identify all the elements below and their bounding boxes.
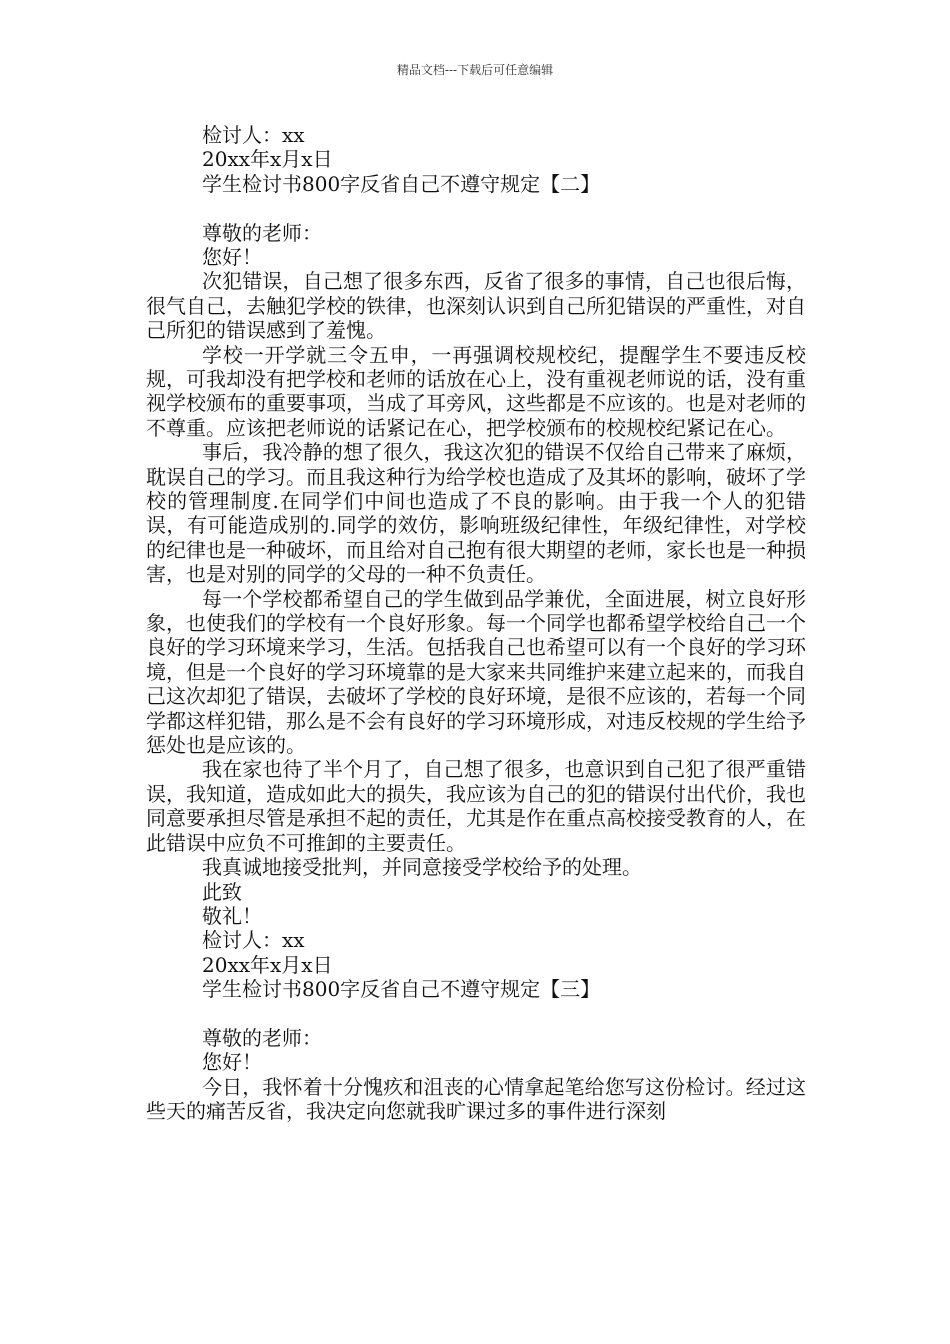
signer-line: 检讨人：xx: [202, 928, 305, 953]
page-header: 精品文档---下载后可任意编辑: [396, 63, 554, 77]
paragraph: 每一个学校都希望自己的学生做到品学兼优，全面进展，树立良好形象，也使我们的学校有一个良好形象。每一个同学也都希望学校给自己一个良好的学习环境来学习，生活。包括我自己也希望可以有一个良好的学习环境，但是一个良好的学习环境靠的是大家来共同维护来建立起来的，而我自己这次却犯了错误，去破坏了学校的良好环境，是很不应该的，若每一个同学都这样犯错，那么是不会有良好的学习环境形成，对违反校规的学生给予惩处也是应该的。: [146, 586, 806, 758]
greeting: 您好！: [202, 244, 262, 269]
paragraph: 次犯错误，自己想了很多东西，反省了很多的事情，自己也很后悔，很气自己，去触犯学校的铁律，也深刻认识到自己所犯错误的严重性，对自己所犯的错误感到了羞愧。: [146, 269, 806, 343]
date-line: 20xx年x月x日: [202, 952, 333, 977]
paragraph: 学校一开学就三令五申，一再强调校规校纪，提醒学生不要违反校规，可我却没有把学校和老师的话放在心上，没有重视老师说的话，没有重视学校颁布的重要事项，当成了耳旁风，这些都是不应该的。也是对老师的不尊重。应该把老师说的话紧记在心，把学校颁布的校规校纪紧记在心。: [146, 342, 806, 440]
date-line: 20xx年x月x日: [202, 147, 333, 172]
blank-line: [146, 196, 806, 220]
paragraph: 我真诚地接受批判，并同意接受学校给予的处理。: [202, 855, 642, 880]
salutation: 尊敬的老师：: [202, 1025, 322, 1050]
section-title: 学生检讨书800字反省自己不遵守规定【二】: [202, 171, 601, 196]
salutation: 尊敬的老师：: [202, 220, 322, 245]
closing-line: 此致: [202, 879, 242, 904]
document-body: [146, 123, 806, 1123]
paragraph: 我在家也待了半个月了，自己想了很多，也意识到自己犯了很严重错误，我知道，造成如此大的损失，我应该为自己的犯的错误付出代价，我也同意要承担尽管是承担不起的责任，尤其是作在重点高校接受教育的人，在此错误中应负不可推卸的主要责任。: [146, 757, 806, 855]
paragraph: 今日，我怀着十分愧疚和沮丧的心情拿起笔给您写这份检讨。经过这些天的痛苦反省，我决定向您就我旷课过多的事件进行深刻: [146, 1074, 806, 1124]
greeting: 您好！: [202, 1050, 262, 1075]
section-title: 学生检讨书800字反省自己不遵守规定【三】: [202, 977, 601, 1002]
blank-line: [146, 1001, 806, 1025]
closing-line: 敬礼！: [202, 903, 262, 928]
signer-line: 检讨人：xx: [202, 123, 305, 147]
paragraph: 事后，我冷静的想了很久，我这次犯的错误不仅给自己带来了麻烦，耽误自己的学习。而且我这种行为给学校也造成了及其坏的影响，破坏了学校的管理制度.在同学们中间也造成了不良的影响。由于我一个人的犯错误，有可能造成别的.同学的效仿，影响班级纪律性，年级纪律性，对学校的纪律也是一种破坏，而且给对自己抱有很大期望的老师，家长也是一种损害，也是对别的同学的父母的一种不负责任。: [146, 440, 806, 587]
